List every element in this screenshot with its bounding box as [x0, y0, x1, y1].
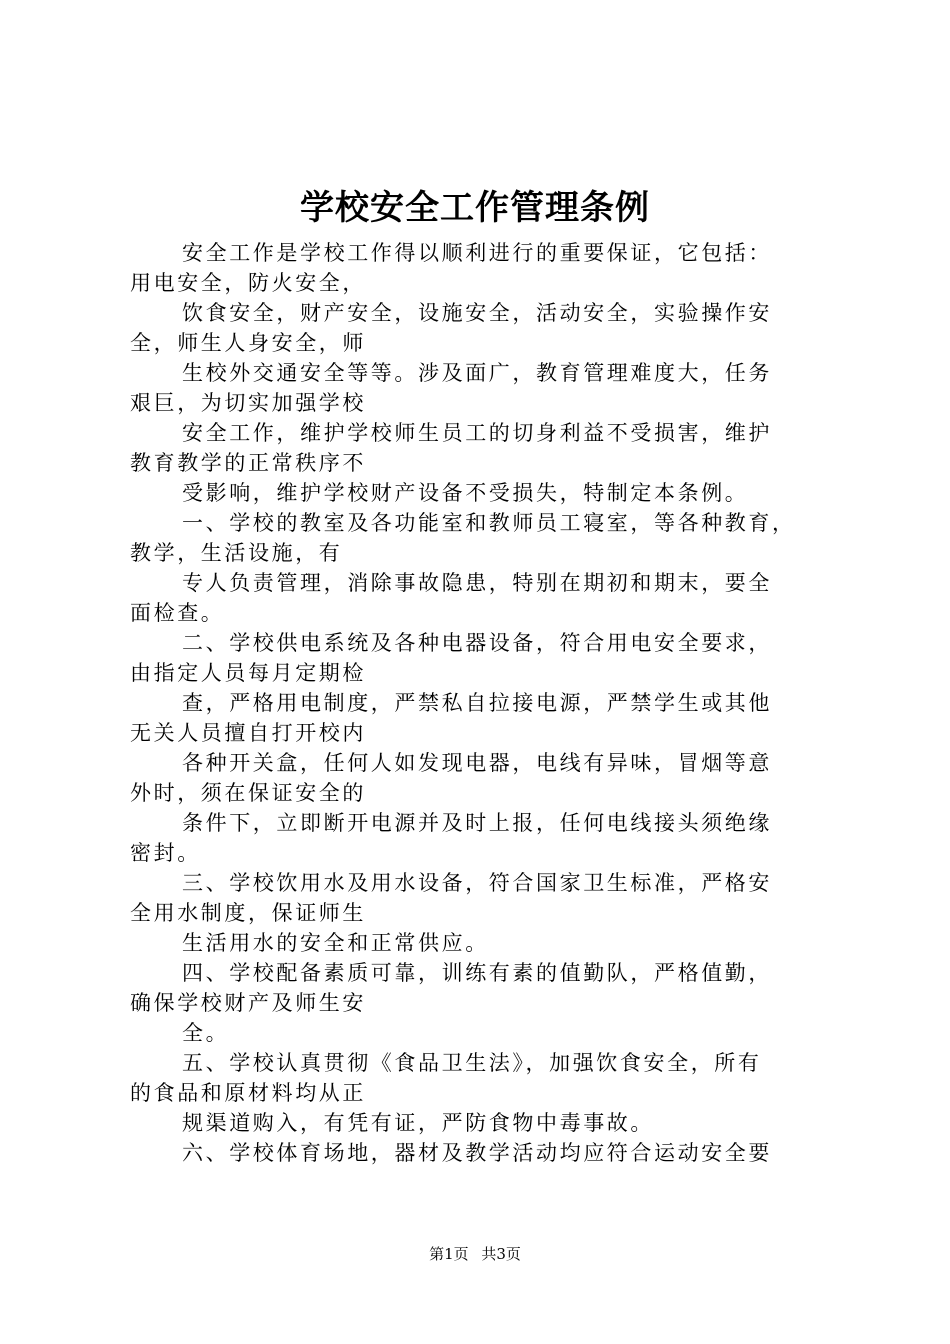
paragraph [130, 1018, 830, 1048]
paragraph-line: 外时，须在保证安全的 [130, 781, 366, 805]
paragraph [130, 358, 830, 418]
paragraph-line: 面检查。 [130, 601, 225, 625]
paragraph-line: 无关人员擅自打开校内 [130, 721, 366, 745]
document-body [130, 238, 830, 1168]
paragraph [130, 628, 830, 688]
paragraph-line: 教育教学的正常秩序不 [130, 451, 366, 475]
paragraph-line: 规渠道购入，有凭有证，严防食物中毒事故。 [182, 1111, 654, 1135]
paragraph-line: 确保学校财产及师生安 [130, 991, 366, 1015]
paragraph [130, 748, 830, 808]
document-title: 学校安全工作管理条例 [300, 188, 650, 228]
paragraph-line: 一、学校的教室及各功能室和教师员工寝室，等各种教育， [182, 511, 796, 535]
paragraph [130, 568, 830, 628]
paragraph-line: 艰巨，为切实加强学校 [130, 391, 366, 415]
paragraph-line: 全，师生人身安全，师 [130, 331, 366, 355]
paragraph [130, 808, 830, 868]
paragraph [130, 958, 830, 1018]
paragraph [130, 478, 830, 508]
paragraph-line: 专人负责管理，消除事故隐患，特别在期初和期末，要全 [182, 571, 772, 595]
paragraph [130, 238, 830, 298]
paragraph [130, 1108, 830, 1138]
paragraph-line: 六、学校体育场地，器材及教学活动均应符合运动安全要 [182, 1141, 772, 1165]
paragraph [130, 508, 830, 568]
paragraph [130, 868, 830, 928]
paragraph [130, 298, 830, 358]
page-footer [0, 1242, 950, 1266]
paragraph-line: 受影响，维护学校财产设备不受损失，特制定本条例。 [182, 481, 749, 505]
paragraph-line: 由指定人员每月定期检 [130, 661, 366, 685]
paragraph-line: 条件下，立即断开电源并及时上报，任何电线接头须绝缘 [182, 811, 772, 835]
paragraph-line: 二、学校供电系统及各种电器设备，符合用电安全要求， [182, 631, 772, 655]
page-number: 第1页 [429, 1245, 469, 1263]
paragraph-line: 安全工作是学校工作得以顺利进行的重要保证，它包括： [182, 241, 772, 265]
paragraph-line: 四、学校配备素质可靠，训练有素的值勤队，严格值勤， [182, 961, 772, 985]
paragraph-line: 生校外交通安全等等。涉及面广，教育管理难度大，任务 [182, 361, 772, 385]
paragraph [130, 1048, 830, 1108]
page-total: 共3页 [481, 1245, 521, 1263]
paragraph-line: 全用水制度，保证师生 [130, 901, 366, 925]
paragraph-line: 密封。 [130, 841, 201, 865]
paragraph [130, 688, 830, 748]
paragraph [130, 928, 830, 958]
paragraph-line: 的食品和原材料均从正 [130, 1081, 366, 1105]
paragraph-line: 三、学校饮用水及用水设备，符合国家卫生标准，严格安 [182, 871, 772, 895]
paragraph-line: 饮食安全，财产安全，设施安全，活动安全，实验操作安 [182, 301, 772, 325]
paragraph-line: 各种开关盒，任何人如发现电器，电线有异味，冒烟等意 [182, 751, 772, 775]
paragraph-line: 五、学校认真贯彻《食品卫生法》，加强饮食安全，所有 [182, 1051, 762, 1075]
paragraph [130, 1138, 830, 1168]
paragraph [130, 418, 830, 478]
paragraph-line: 用电安全，防火安全， [130, 271, 366, 295]
paragraph-line: 生活用水的安全和正常供应。 [182, 931, 489, 955]
paragraph-line: 教学，生活设施，有 [130, 541, 343, 565]
paragraph-line: 查，严格用电制度，严禁私自拉接电源，严禁学生或其他 [182, 691, 772, 715]
paragraph-line: 安全工作，维护学校师生员工的切身利益不受损害，维护 [182, 421, 772, 445]
paragraph-line: 全。 [182, 1021, 230, 1045]
